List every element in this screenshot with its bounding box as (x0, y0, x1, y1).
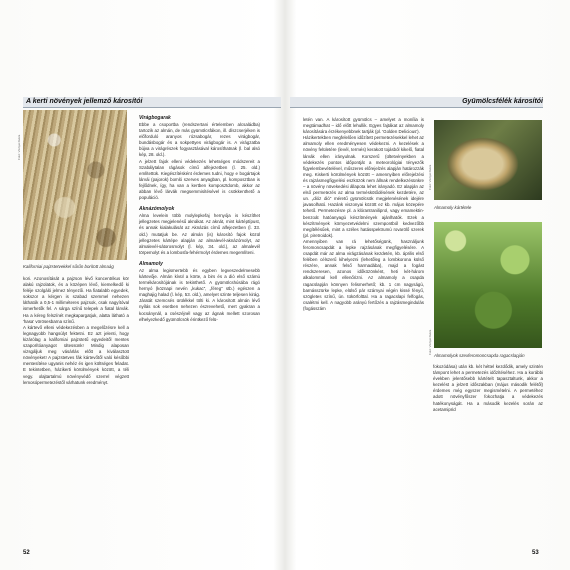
text-column-c (303, 117, 424, 312)
body-paragraph: fokozódása) után kb. két héttel kezdődik, amely szintén támpont lehet a permetezés időzítéséhez. Ha a korábbi években jelentősebb kártételt tapasztaltunk, akkor a kezelést a jelzett időszakban (május második felétől) érdemes még egyszer megismételni. A permetéhez adott növényfőszer fokozhatja a védekezés hatékonyságát. Ha a második kezelés során az acetamiprid (433, 364, 543, 412)
text-column-d (433, 364, 543, 413)
section-heading: Almamoly (139, 260, 163, 267)
photo-caption: Almamolyok szexferomoncsapda ragacslapján (434, 353, 525, 358)
body-paragraph: letén van. A károsított gyümölcs – amelyet a monília is megtámadhat – idő előtt lehullik. Egyes fajtákat az almamoly károsítására érzékenyebbnek tartják (pl. 'Golden Delicious'). (303, 117, 424, 135)
body-paragraph: Ebbe a csoportba (rendszertani értelemben alcsaládba) tartozik az almán, de más gyümölcsfákon, ill. díszcserjéken is előforduló aranyos rózsabogár, rezes virágbogár, bundásbogár és a sokpettyes virágbogár is. A virágzatba bújva a virágrészek fogyasztásával károsíthatnak (l. bal alsó kép, 28. old.). (139, 122, 260, 158)
photo-codling-moth-damage (434, 120, 542, 200)
text-column-b (139, 115, 260, 323)
section-heading: Aknázómolyok (139, 206, 175, 213)
body-paragraph: Amennyiben van rá lehetőségünk, használjunk feromoncsapdát a lepke rajzásának megfigyelésére. A csapdát már az alma virágzásának kezdetén, kb. április első felében célszerű kihelyezni (lehetőleg a lombkorona külső részére, annak felső harmadába), majd a fogást rendszeresen, azonos időközönként, heti két-három alkalommal kell ellenőrizni. Az almamoly a csapda ragacslapján könnyen felismerhető; kb. 1 cm nagyságú, barnásszürke lepke, elülső pár szárnyai végén kissé fényű, szögletes színű, ún. tükörfolttal. Ha a ragacslapi felfogás, csalétmi kell. A nagyobb arányú fertőzés a rajzásmegindulás (fogásszám (303, 238, 424, 311)
photo-caption: Almamoly kártétele (434, 205, 472, 210)
body-paragraph: Az alma legismertebb és egyben legveszedelmesebb kártevője. Almán kívül a körte, a birs és a dió első számú termékárosítójának is tekinthető. A gyümölcshúsába rágó hernyó (köznapi nevén „kukac”, „féreg” stb.) egészen a maghajig halad (l. kép, 53. old.), amelyet szinte teljesen kirág. Járatát szemcsés ürülékkel tölti ki. A károsított almán lévő nyílás sok esetben nehezen észrevehető, mert gyakran a kocsánynál, a csészéjnél vagy az ágnak mellett szorosan elhelyezkedő gyümölcsök érintkező felü- (139, 267, 260, 322)
body-paragraph: A jelzett fajok elleni védekezés lehetséges módszereit a Szabálytalan rágások című alfejezetben (l. 25. old.) említettük. Kiegészítésként érdemes tudni, hogy e bogártajok lárvái (pajorok) bomló szerves anyagban, pl. komposztban is fejlődnek, így, ha van a kertben komposztdomb, akkor az abban lévő lárvák megsemmisítésével is csökkenthető a populáció. (139, 158, 260, 201)
photo-scale-insects-on-branch (23, 110, 127, 260)
page-number-left: 52 (23, 550, 30, 556)
photo-caption: Kaliforniai pajzstetvekkel sűrűn borított almaág (23, 264, 114, 269)
body-paragraph: Házikertekben megfelelően időzített permetezésekkel lehet az almamoly ellen eredményesen védekezni. A kezelések a növény felületére (levél, termés) kerakott tojásból kikelő, fiatal lárvák ellen irányulnak. Korszerű (ültetvényekben a védekezés pontos időpontját a meteorológiai tényezők figyelembevételével, műszeres előrejelzés alapján határozzák meg. Kiskerti körülmények között – amennyiben előrejelzési és rajzásmegfigyelési eszközök nem állnak rendelkezésünkre – a növény növekedési állapota lehet irányadó. Ez alapján az első permetezés az alma terméskötődésének kezdetére, az un. „dióz dió” méretű gyümölcsök megjelenésének idejére javasolható. Hazánk viszonyai között ez kb. május közepére tehető. Permetezésre pl. a klórantraniliprol, vagy emamektin-benzoát hatóanyagú készítmények ajánlhatók. Ezek a készítmények környezetvédelmi szempontból kedvezőbb megítélésűek, mint a széles hatásspektrumú rovarölő szerek (pl. piretroidok). (303, 135, 424, 238)
running-header-left: A kerti növények jellemző károsítói (26, 98, 143, 105)
body-paragraph: Alma levelein több molylepkefaj hernyója is készíthet jellegzetes megjelenésű aknákat. Az aknát, mint kártéptípust, és annak kialakulását az Aknázás című alfejezetben (l. 33. old.) mutatjuk be. Az almán (is) károsító fajok közül jellegzetes kártépe alapján az almalevél-aknázómolyt, az almalevél-sátorosmolyt (l. kép, 34. old.), az almalevél törpemolyt és a lombosfa-fehérmolyt érdemes megemlíteni. (139, 213, 260, 255)
photo-credit: Fotó: Visnyei Géza (428, 329, 432, 355)
photo-pheromone-trap (434, 222, 542, 348)
photo-credit: Fotó: Visnyei Géza (428, 164, 432, 190)
page-number-right: 53 (532, 550, 539, 556)
text-column-a (23, 276, 129, 386)
section-heading: Virágbogarak (139, 115, 171, 121)
running-header-right: Gyümölcsfélék károsítói (462, 98, 543, 105)
photo-credit: Fotó: Visnyei Géza (17, 134, 21, 160)
body-paragraph: A kártevő elleni védekezésben a megelőzésre kell a legnagyobb hangsúlyt fektetni. Ez azt jelenti, hogy kizárólag a kaliforniai pajzstetű egyedeitől mentes szaporítóanyagot ültessünk! Mindig alaposan vizsgáljuk meg vásárlás előtt a kiválasztott növényeket! A pajzstetves fák kártevőtől való későbbi mentesítése ugyanis nehéz és igen költséges feladat. E tekintetben, házikerti körülmények között, a téli vegy. olajtartalmú növényvédő szerrel végzett lemosópermetezéstől várhatunk eredményt. (23, 324, 129, 385)
body-paragraph: kori. Azonosítását a pajzson lévő koncentrikus kör alakú rajzolatok, és a középen lévő, kiemelkedő ki feléje szolgáló jelmez tényezői. Ha fiatalabb egyedek, sokszor a kérgen is szabad szemmel nehezen láthatók a 0,5-1 milliméteres pajzsok, csak nagyítóval ismerhetők fel. A sárga színű telepek a fiatal lárvák. Ha a kéreg felszínét megkapargatjuk, alatta látható a 'hasa' vörösesbarna színű. (23, 276, 129, 324)
